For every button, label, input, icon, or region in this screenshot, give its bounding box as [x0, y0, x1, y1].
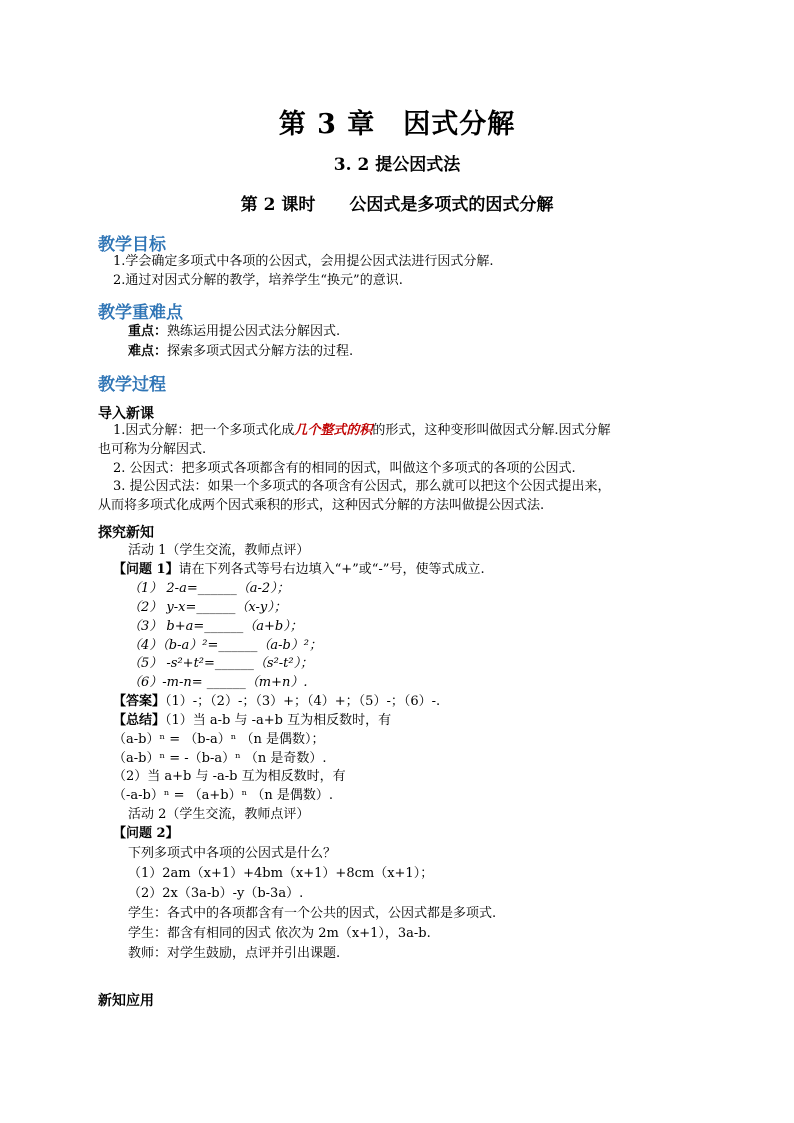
question-2-text: 下列多项式中各项的公因式是什么？ — [128, 846, 337, 861]
summary-line: （a-b）ⁿ = （b-a）ⁿ （n 是偶数）； — [113, 732, 325, 747]
section-title: 3. 2 提公因式法 — [333, 155, 461, 175]
summary-line: （a-b）ⁿ = -（b-a）ⁿ （n 是奇数）. — [113, 751, 327, 766]
key-label: 重点： — [128, 324, 168, 339]
equation-line: （6）-m-n= ______（m+n）. — [128, 675, 308, 690]
objectives-heading: 教学目标 — [98, 235, 166, 255]
equation-line: （4）（b-a）²=______（a-b）²； — [128, 638, 323, 653]
process-heading: 教学过程 — [98, 375, 166, 395]
summary-text: （1）当 a-b 与 -a+b 互为相反数时，有 — [165, 713, 392, 728]
key-point-line — [128, 323, 340, 341]
lesson-title: 第 2 课时 公因式是多项式的因式分解 — [240, 195, 554, 215]
activity-2: 活动 2（学生交流，教师点评） — [128, 807, 310, 822]
summary-line: （-a-b）ⁿ = （a+b）ⁿ （n 是偶数）. — [113, 788, 333, 803]
student-response: 学生：都含有相同的因式 依次为 2m（x+1），3a-b. — [128, 926, 431, 941]
answer-text: （1）-；（2）-；（3）+；（4）+；（5）-；（6）-. — [165, 694, 441, 709]
emphasis-text: 几个整式的积 — [294, 423, 373, 438]
activity-1: 活动 1（学生交流，教师点评） — [128, 543, 310, 558]
application-heading: 新知应用 — [98, 993, 154, 1009]
summary-line — [113, 712, 391, 730]
question-1-label: 【问题 1】 — [113, 562, 179, 577]
summary-label: 【总结】 — [113, 713, 166, 728]
difficulty-label: 难点： — [128, 344, 168, 359]
chapter-title: 第 3 章 因式分解 — [278, 109, 516, 140]
answer-label: 【答案】 — [113, 694, 166, 709]
answer-line — [113, 693, 440, 711]
intro-paragraph-3: 3. 提公因式法：如果一个多项式的各项含有公因式，那么就可以把这个公因式提出来， — [113, 479, 611, 494]
objective-item: 1.学会确定多项式中各项的公因式，会用提公因式法进行因式分解. — [113, 254, 494, 269]
question-2-label: 【问题 2】 — [113, 826, 179, 841]
intro-heading: 导入新课 — [98, 406, 154, 422]
objective-item: 2.通过对因式分解的教学，培养学生“换元”的意识. — [113, 273, 403, 288]
intro-paragraph-1 — [113, 422, 611, 440]
question-2-item: （2）2x（3a-b）-y（b-3a）. — [128, 886, 304, 901]
summary-line: （2）当 a+b 与 -a-b 互为相反数时，有 — [113, 769, 346, 784]
equation-line: （3） b+a=______（a+b）； — [128, 619, 303, 634]
difficulty-text: 探索多项式因式分解方法的过程. — [167, 344, 354, 359]
key-points-heading: 教学重难点 — [98, 303, 183, 323]
difficulty-line — [128, 343, 353, 361]
equation-line: （2） y-x=______（x-y）； — [128, 600, 287, 615]
equation-line: （5） -s²+t²=______（s²-t²）； — [128, 656, 314, 671]
explore-heading: 探究新知 — [98, 525, 154, 541]
teacher-response: 教师：对学生鼓励，点评并引出课题. — [128, 946, 341, 961]
intro-paragraph-3-cont: 从而将多项式化成两个因式乘积的形式，这种因式分解的方法叫做提公因式法. — [98, 498, 545, 513]
intro-p1-pre: 1.因式分解：把一个多项式化成 — [113, 423, 295, 438]
intro-paragraph-1-cont: 也可称为分解因式. — [98, 442, 207, 457]
question-1 — [113, 561, 485, 579]
equation-line: （1） 2-a=______（a-2）； — [128, 581, 290, 596]
key-text: 熟练运用提公因式法分解因式. — [167, 324, 341, 339]
intro-paragraph-2: 2. 公因式：把多项式各项都含有的相同的因式，叫做这个多项式的各项的公因式. — [113, 461, 576, 476]
question-1-text: 请在下列各式等号右边填入“+”或“-”号，使等式成立. — [178, 562, 485, 577]
question-2-item: （1）2am（x+1）+4bm（x+1）+8cm（x+1）； — [128, 866, 434, 881]
intro-p1-post: 的形式，这种变形叫做因式分解.因式分解 — [372, 423, 611, 438]
student-response: 学生：各式中的各项都含有一个公共的因式，公因式都是多项式. — [128, 906, 497, 921]
